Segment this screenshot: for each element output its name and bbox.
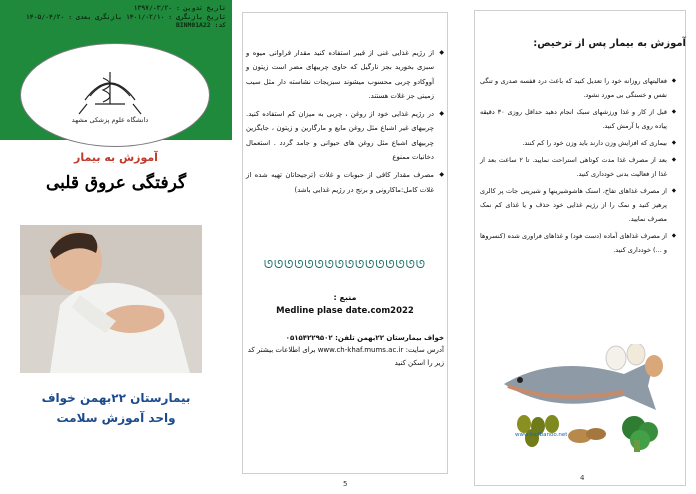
tips-panel-right: [460, 0, 696, 494]
list-item: ◆ فعالیتهای روزانه خود را تعدیل کنید که باعث درد قفسه صدری و تنگی نفس و خستگی بی مورد نشود.: [480, 74, 676, 102]
list-item: ◆ از رژیم غذایی غنی از فیبر استفاده کنید مقدار فراوانی میوه و سبزی بخورید بجز نارگیل که حاوی چربیهای مضر است زیتون و آووکادو چربی محسوب میشوند سبزیجات نشاسته دار مثل سیب زمینی جز غلات هستند.: [246, 46, 444, 103]
page-number: 5: [343, 480, 348, 488]
tips-panel-middle: [232, 0, 460, 494]
list-item: ◆ بیماری که افزایش وزن دارند باید وزن خود را کم کنند.: [480, 136, 676, 150]
meta-line: تاریخ بازنگری : ۱۴۰۱/۰۲/۱۰ بازنگری بعدی : ۱۴۰۵/۰۴/۲۰: [25, 12, 226, 21]
hospital-info: [0, 388, 232, 428]
logo-text: دانشگاه علوم پزشکی مشهد: [71, 116, 149, 124]
healthy-food-image: [484, 344, 670, 452]
image-watermark: www.kadbanoo.net: [515, 432, 568, 438]
contact-website: آدرس سایت: www.ch-khaf.mums.ac.ir برای اطلاعات بیشتر کد زیر را اسکن کنید: [247, 346, 444, 367]
subtitle: آموزش به بیمار: [74, 151, 158, 164]
list-item: ◆ مصرف مقدار کافی از حبوبات و غلات (ترجیحاتان تهیه شده از غلات کامل:ماکارونی و برنج در رژیم غذایی باشد): [246, 168, 444, 197]
contact-phone: خواف بیمارستان ۲۲بهمن تلفن: ۰۵۱۵۴۲۲۹۵۰۲: [285, 334, 444, 342]
chest-pain-photo: [20, 225, 202, 373]
list-item: ◆ از مصرف غذاهای آماده (دست فود) و غذاهای فراوری شده (کنسروها و ...) خودداری کنید.: [480, 229, 676, 257]
document-meta: [0, 4, 226, 30]
list-item: ◆ قبل از کار و غذا ورزشهای سبک انجام دهید حداقل روزی ۳۰ دقیقه پیاده روی با آرمش کنید.: [480, 105, 676, 133]
discharge-tips-list: [480, 74, 676, 260]
source-label: منبع :: [333, 293, 357, 302]
diet-tips-list: [246, 46, 444, 201]
source-site: Medline plase date.com2022: [276, 306, 414, 316]
list-item: ◆ از مصرف غذاهای تفاخ، اسنک هاشوشیرینها و شیرینی جات پر کالری پرهیز کنید و نمک را از رژیم غذایی خود حذف و یا غذای کم نمک مصرف نمایید.: [480, 184, 676, 226]
hospital-name: بیمارستان ۲۲بهمن خواف: [41, 391, 191, 405]
decorative-divider: ᘎᘎᘎᘎᘎᘎᘎᘎᘎᘎᘎᘎᘎᘎᘎᘎ: [263, 258, 427, 271]
university-logo-icon: [65, 56, 155, 128]
unit-name: واحد آموزش سلامت: [56, 411, 176, 425]
list-item: ◆ بعد از مصرف غذا مدت کوتاهی استراحت نمایید. تا ۲ ساعت بعد از غذا از فعالیت بدنی خودداری کنید.: [480, 153, 676, 181]
page-number: 4: [580, 474, 585, 482]
meta-line: تاریخ تدوین : ۱۳۹۷/۰۳/۲۰: [133, 4, 226, 12]
meta-line: کد: BINM01A22: [175, 21, 226, 30]
contact-info: [246, 332, 444, 369]
cover-panel: [0, 0, 232, 494]
section-title: آموزش به بیمار پس از ترخیص:: [533, 38, 686, 49]
list-item: ◆ در رژیم غذایی خود از روغن ، چربی به میزان کم استفاده کنید. چربیهای غیر اشباع مثل روغن مایع و مارگارین و زیتون ، جایگزین چربیهای اشباع مثل روغن های حیوانی و جامد گردد . استعمال دخانیات ممنوع: [246, 107, 444, 164]
page-title: گرفتگی عروق قلبی: [45, 173, 187, 193]
